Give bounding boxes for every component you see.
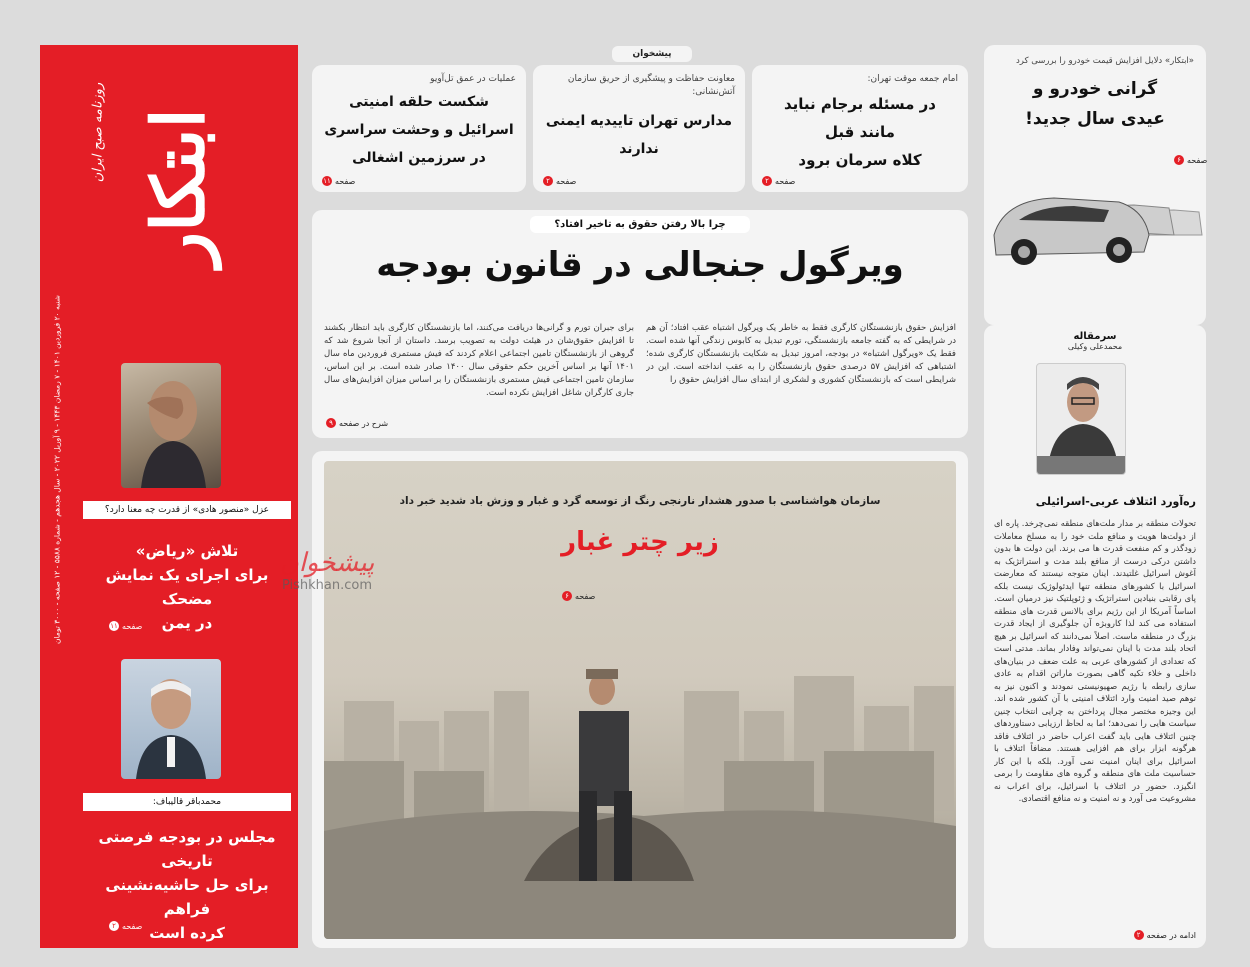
main-headline: ویرگول جنجالی در قانون بودجه [376,245,904,285]
page-number: ۶ [1174,155,1184,165]
editorial[interactable] [984,325,1206,948]
left-headline-2-line: مجلس در بودجه فرصتی تاریخی [98,828,276,870]
left-headline-2-line: کرده است [149,924,225,942]
left-story-1[interactable] [83,353,291,643]
top-story-1[interactable] [752,65,968,192]
page-label: صفحه [335,176,356,186]
issue-info: شنبه ۲۰ فروردین ۱۴۰۱ - ۷ رمضان ۱۴۴۳ - ۹ آوریل ۲۰۲۲ - سال هجدهم - شماره ۵۵۸۸ - ۱۲ صفحه - ۳۰۰۰ تومان [52,295,62,644]
story-kicker: معاونت حفاظت و پیشگیری از حریق سازمان آتش‌نشانی: [567,74,735,97]
story-headline-line: گرانی خودرو و [1032,79,1158,99]
page-label: صفحه [775,176,796,186]
page-number: ۲ [1134,930,1144,940]
left-caption-2: محمدباقر قالیباف: [83,793,291,811]
page-label: صفحه [556,176,577,186]
page-ref [543,176,576,186]
story-headline-line: در مسئله برجام نباید [784,95,936,113]
page-ref [762,176,795,186]
left-headline-1-line: در یمن [161,614,213,632]
page-label: صفحه [122,921,143,931]
story-headline-line: مدارس تهران تاییدیه ایمنی [545,113,733,129]
cars-photo [984,180,1206,280]
page-label: ادامه در صفحه [1146,930,1196,940]
page-number: ۲ [109,921,119,931]
main-story[interactable] [312,210,968,438]
page-label: صفحه [575,591,596,601]
main-col-1: افزایش حقوق بازنشستگان کارگری فقط به خاطر یک ویرگول اشتباه عقب افتاد؛ آن هم در شرایطی که به گفته جامعه بازنشستگی، تورم تبدیل به کابوس زندگی آنها شده است. فقط یک «ویرگول اشتباه» در بودجه، امروز تبدیل به شکایت بازنشستگان کارگری شده؛ اشتباهی که افزایش ۵۷ درصدی حقوق بازنشستگان را به عقب انداخته است. این در شرایطی است که بازنشستگان کشوری و لشکری از ابتدای سال افزایش حقوق را [646,323,956,385]
left-headline-1-line: برای اجرای یک نمایش مضحک [105,566,269,608]
photo-kicker: سازمان هواشناسی با صدور هشدار نارنجی رنگ از توسعه گرد و غبار و وزش باد شدید خبر داد [399,495,881,507]
editorial-body: تحولات منطقه بر مدار ملت‌های منطقه نمی‌چرخد. پاره ای از دولت‌ها هویت و منافع ملت خود را به مسلخ معاملات زودگذر و کم منفعت قدرت ها می برند. این دولت ها بدون داشتن درکی درست از منافع بلند مدت و استراتژیک به آغوش اسرائیل غلتیدند. اینان متوجه نیستند که معارضت اسرائیل با کشورهای منطقه تنها ایدئولوژیک نیست بلکه پای رقابتی بنیادین استراتژیک و ژئوپلتیک نیز درمیان است. اساساً آمریکا از این رژیم برای بالانس قدرت های منطقه استفاده می کند لذا کاروبژه آن جلوگیری از ایجاد قدرت بزرگ در منطقه ماست. اصلاً نمی‌دانند که اسرائیل بر هیچ اتحاد بلند مدت با اینان نمی‌تواند وفادار بماند. مدتی است که تعدادی از کشورهای عربی به علت ضعف در بنیان‌های داخلی و خلاء تکیه گاهی بصورت ماراتن اقدام به عادی سازی رابطه با رژیم صهیونیستی نمودند و اکنون نیز به توهم صید امنیت وارد ائتلاف امنیتی با آن کشور شده اند. این وجیزه مختصر مجال پرداختن به چرایی انتخاب چنین سیاست هایی را نمی‌دهد؛ اما به لحاظ ارزیابی دستاوردهای چنین ائتلاف هایی باید گفت اعراب حاضر در ائتلاف فاقد هرگونه ابزار برای هم افزایی هستند. مضافاً ائتلاف با اسرائیل برای اینان امنیت نمی آورد. بلکه با این کار حساسیت ملت های منطقه و گروه های مقاومت را برمی انگیزد. حضور در ائتلاف با اسرائیل، برای اعراب نه مشروعیت می آورد و نه امنیت و نه منافع اقتصادی. [994,518,1196,803]
story-kicker: عملیات در عمق تل‌آویو [430,74,516,84]
page-ref [109,621,142,631]
author-photo [1036,363,1126,475]
editorial-title: ره‌آورد ائتلاف عربی-اسرائیلی [1035,495,1196,508]
page-number: ۲ [762,176,772,186]
left-story-2[interactable] [83,655,291,945]
masthead-subtitle: روزنامه صبح ایران [90,82,106,183]
watermark [262,548,392,593]
masthead-title: ابتکار [135,108,221,267]
watermark-fa: پیشخوان [279,548,375,578]
photo-headline: زیر چتر غبار [561,527,719,557]
page-number: ۱۱ [110,622,118,630]
masthead-column [40,45,298,948]
car-price-story[interactable] [984,45,1206,325]
story-headline-line: کلاه سرمان برود [798,151,922,169]
page-ref [109,921,142,931]
left-caption-1: عزل «منصور هادی» از قدرت چه معنا دارد؟ [83,501,291,519]
page-label: صفحه [122,621,143,631]
story-headline-line: مانند قبل [825,123,895,141]
page-number: ۶ [562,591,572,601]
masthead-logo [58,65,288,295]
page-ref [322,176,355,186]
editorial-author: محمدعلی وکیلی [1067,342,1123,351]
story-headline-line: در سرزمین اشغالی [352,150,486,166]
story-kicker: «ابتکار» دلایل افزایش قیمت خودرو را بررسی کرد [1016,56,1194,66]
page-ref [1174,155,1207,165]
main-kicker: چرا بالا رفتن حقوق به تاخیر افتاد؟ [530,216,750,233]
left-headline-2-line: برای حل حاشیه‌نشینی فراهم [105,876,269,918]
left-headline-1-line: تلاش «ریاض» [135,542,239,560]
story-kicker: امام جمعه موقت تهران: [867,74,958,84]
story-headline-line: اسرائیل و وحشت سراسری [324,122,514,138]
story-headline-line: عیدی سال جدید! [1025,109,1165,129]
ghalibaf-photo [121,659,221,779]
editorial-section: سرمقاله [1073,331,1117,342]
watermark-en: Pishkhan.com [281,578,373,593]
page-label: شرح در صفحه [339,418,389,428]
photo-story[interactable] [312,451,968,948]
main-col-2: برای جبران تورم و گرانی‌ها دریافت می‌کنند، اما بازنشستگان کارگری باید انتظار بکشند تا افزایش حقوق‌شان در هیئت دولت به تصویب برسد. داستان از آنجا شروع شد که گروهی از بازنشستگان تامین اجتماعی اعلام کردند که فیش مستمری فروردین ماه سال ۱۴۰۱ آنها بر اساس آخرین حکم حقوقی سال ۱۴۰۰ صادر شده است. بر این اساس، سازمان تامین اجتماعی فیش مستمری بازنشستگان را بر اساس میزان افزایش‌های سال جاری کارگران شاغل افزایش نکرده است. [324,323,634,398]
top-story-2[interactable] [533,65,745,192]
page-number: ۲ [543,176,553,186]
page-ref [326,418,388,428]
section-label: پیشخوان [612,46,692,62]
page-ref [562,591,595,601]
page-label: صفحه [1187,155,1208,165]
top-story-3[interactable] [312,65,526,192]
page-number: ۱۱ [323,177,331,185]
story-headline-line: شکست حلقه امنیتی [349,94,489,110]
page-number: ۹ [326,418,336,428]
page-ref [1134,930,1196,940]
mansour-hadi-photo [121,363,221,488]
story-headline-line: ندارند [619,141,659,157]
